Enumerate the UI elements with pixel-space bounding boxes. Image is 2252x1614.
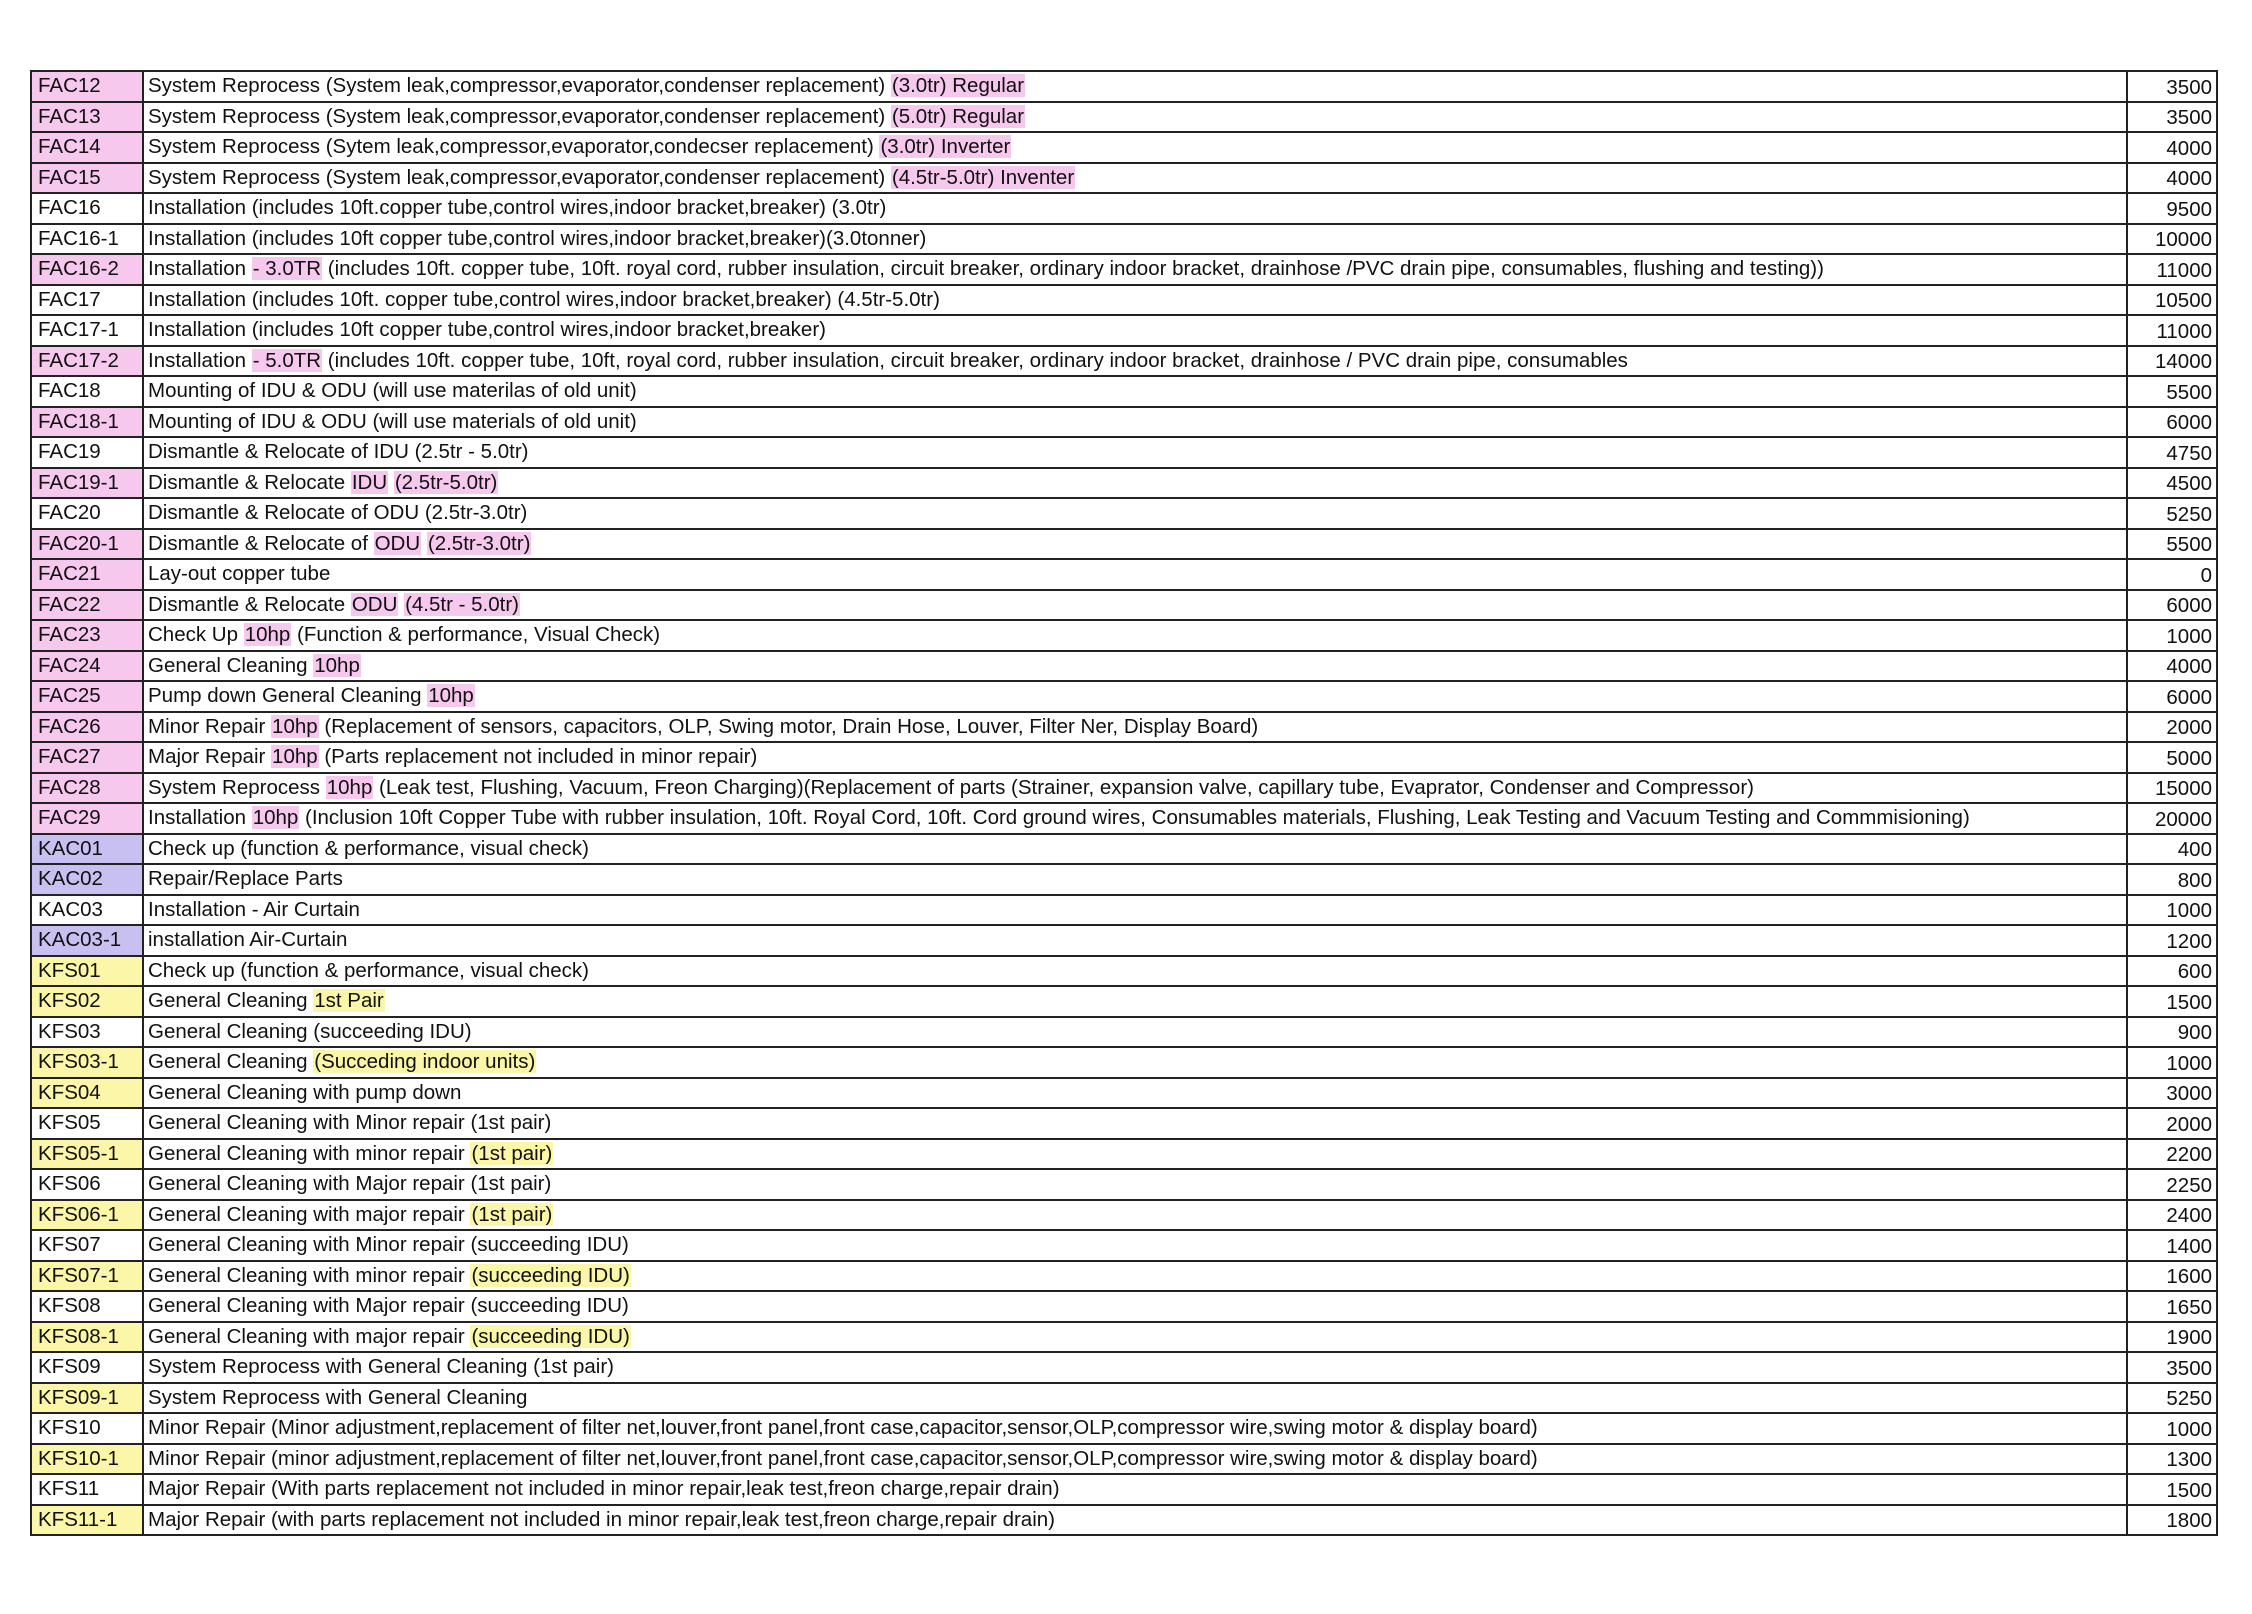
service-description-cell	[143, 1413, 2127, 1444]
table-row	[31, 1261, 2217, 1292]
service-description-cell	[143, 193, 2127, 224]
highlighted-text: - 5.0TR	[252, 348, 322, 372]
price-cell: 2000	[2127, 712, 2217, 743]
description-text: Mounting of IDU & ODU (will use materials of old unit)	[148, 409, 637, 433]
description-text: installation Air-Curtain	[148, 928, 348, 952]
table-row	[31, 498, 2217, 529]
service-description-cell	[143, 773, 2127, 804]
price-cell: 3000	[2127, 1078, 2217, 1109]
service-description-cell	[143, 651, 2127, 682]
service-code-cell: KAC03-1	[31, 925, 143, 956]
price-cell: 4750	[2127, 437, 2217, 468]
description-text: General Cleaning with Major repair (succeeding IDU)	[148, 1294, 629, 1318]
table-row	[31, 1505, 2217, 1536]
description-text: System Reprocess with General Cleaning	[148, 1385, 528, 1409]
description-text: General Cleaning	[148, 1050, 314, 1074]
description-text: General Cleaning with Major repair (1st pair)	[148, 1172, 552, 1196]
price-cell: 5250	[2127, 1383, 2217, 1414]
price-cell: 10500	[2127, 285, 2217, 316]
price-cell: 900	[2127, 1017, 2217, 1048]
price-cell: 11000	[2127, 254, 2217, 285]
price-cell: 1300	[2127, 1444, 2217, 1475]
service-code-cell: KAC03	[31, 895, 143, 926]
table-row	[31, 254, 2217, 285]
service-description-cell	[143, 285, 2127, 316]
description-text: (includes 10ft. copper tube, 10ft. royal cord, rubber insulation, circuit breaker, ordinary indoor bracket, drainhose /PVC drain pipe, consumables, flushing and testing))	[322, 257, 1824, 281]
table-row	[31, 681, 2217, 712]
service-description-cell	[143, 590, 2127, 621]
table-row	[31, 590, 2217, 621]
table-row	[31, 1322, 2217, 1353]
price-cell: 2250	[2127, 1169, 2217, 1200]
highlighted-text: 10hp	[428, 684, 474, 708]
service-description-cell	[143, 742, 2127, 773]
service-code-cell: KFS08	[31, 1291, 143, 1322]
service-code-cell: FAC17-2	[31, 346, 143, 377]
description-text: General Cleaning	[148, 989, 314, 1013]
service-code-cell: FAC29	[31, 803, 143, 834]
price-cell: 6000	[2127, 590, 2217, 621]
service-description-cell	[143, 925, 2127, 956]
price-cell: 1900	[2127, 1322, 2217, 1353]
description-text: Check up (function & performance, visual check)	[148, 836, 589, 860]
highlighted-text: (4.5tr-5.0tr) Inventer	[891, 165, 1075, 189]
table-row	[31, 315, 2217, 346]
table-row	[31, 163, 2217, 194]
price-cell: 4000	[2127, 163, 2217, 194]
highlighted-text: (2.5tr-3.0tr)	[427, 531, 531, 555]
description-text	[388, 471, 394, 494]
service-code-cell: FAC23	[31, 620, 143, 651]
highlighted-text: ODU	[351, 592, 398, 616]
service-description-cell	[143, 1444, 2127, 1475]
highlighted-text: IDU	[351, 470, 388, 494]
price-cell: 15000	[2127, 773, 2217, 804]
description-text: Lay-out copper tube	[148, 562, 331, 586]
service-description-cell	[143, 498, 2127, 529]
service-description-cell	[143, 163, 2127, 194]
description-text: Major Repair (with parts replacement not included in minor repair,leak test,freon charge,repair drain)	[148, 1507, 1055, 1531]
service-description-cell	[143, 712, 2127, 743]
description-text: Installation	[148, 806, 252, 830]
price-cell: 2200	[2127, 1139, 2217, 1170]
service-code-cell: KFS04	[31, 1078, 143, 1109]
description-text: System Reprocess (System leak,compressor,evaporator,condenser replacement)	[148, 104, 891, 128]
description-text: Mounting of IDU & ODU (will use materilas of old unit)	[148, 379, 637, 403]
price-cell: 5500	[2127, 376, 2217, 407]
highlighted-text: (2.5tr-5.0tr)	[394, 470, 498, 494]
table-row	[31, 925, 2217, 956]
description-text: System Reprocess (System leak,compressor,evaporator,condenser replacement)	[148, 74, 891, 98]
price-cell: 4000	[2127, 651, 2217, 682]
service-description-cell	[143, 529, 2127, 560]
service-code-cell: KFS11-1	[31, 1505, 143, 1536]
table-body	[31, 71, 2217, 1535]
table-row	[31, 1474, 2217, 1505]
service-description-cell	[143, 346, 2127, 377]
service-code-cell: FAC19	[31, 437, 143, 468]
service-description-cell	[143, 1169, 2127, 1200]
service-description-cell	[143, 1108, 2127, 1139]
price-cell: 3500	[2127, 71, 2217, 102]
service-code-cell: KAC02	[31, 864, 143, 895]
table-row	[31, 803, 2217, 834]
description-text: General Cleaning with Minor repair (1st pair)	[148, 1111, 552, 1135]
table-row	[31, 1139, 2217, 1170]
service-description-cell	[143, 559, 2127, 590]
service-code-cell: KFS06-1	[31, 1200, 143, 1231]
service-description-cell	[143, 1047, 2127, 1078]
table-row	[31, 224, 2217, 255]
description-text: Dismantle & Relocate of	[148, 531, 374, 555]
price-cell: 1650	[2127, 1291, 2217, 1322]
service-code-cell: KFS05	[31, 1108, 143, 1139]
service-code-cell: FAC28	[31, 773, 143, 804]
description-text: Installation (includes 10ft. copper tube,control wires,indoor bracket,breaker) (4.5tr-5.0tr)	[148, 287, 940, 311]
table-row	[31, 193, 2217, 224]
price-cell: 1600	[2127, 1261, 2217, 1292]
service-code-cell: KFS07-1	[31, 1261, 143, 1292]
description-text: General Cleaning with major repair	[148, 1324, 471, 1348]
service-code-cell: KAC01	[31, 834, 143, 865]
service-code-cell: FAC13	[31, 102, 143, 133]
service-code-cell: FAC18	[31, 376, 143, 407]
service-code-cell: KFS10	[31, 1413, 143, 1444]
service-code-cell: KFS02	[31, 986, 143, 1017]
description-text: Minor Repair (Minor adjustment,replacement of filter net,louver,front panel,front case,capacitor,sensor,OLP,compressor wire,swing motor & display board)	[148, 1416, 1538, 1440]
table-row	[31, 1047, 2217, 1078]
service-code-cell: FAC19-1	[31, 468, 143, 499]
description-text: General Cleaning with major repair	[148, 1202, 471, 1226]
highlighted-text: (5.0tr) Regular	[891, 104, 1025, 128]
table-row	[31, 1230, 2217, 1261]
price-cell: 3500	[2127, 1352, 2217, 1383]
highlighted-text: 10hp	[314, 653, 360, 677]
description-text: Minor Repair (minor adjustment,replacement of filter net,louver,front panel,front case,capacitor,sensor,OLP,compressor wire,swing motor & display board)	[148, 1446, 1538, 1470]
price-cell: 14000	[2127, 346, 2217, 377]
service-description-cell	[143, 132, 2127, 163]
price-cell: 6000	[2127, 407, 2217, 438]
service-code-cell: KFS10-1	[31, 1444, 143, 1475]
service-code-cell: FAC18-1	[31, 407, 143, 438]
table-row	[31, 102, 2217, 133]
description-text: System Reprocess (System leak,compressor,evaporator,condenser replacement)	[148, 165, 891, 189]
service-description-cell	[143, 1200, 2127, 1231]
price-cell: 1500	[2127, 1474, 2217, 1505]
service-description-cell	[143, 315, 2127, 346]
service-code-cell: FAC24	[31, 651, 143, 682]
service-price-table	[30, 70, 2218, 1536]
highlighted-text: (succeeding IDU)	[471, 1263, 630, 1287]
description-text: Installation	[148, 348, 252, 372]
highlighted-text: 10hp	[252, 806, 299, 830]
highlighted-text: (3.0tr) Inverter	[880, 135, 1011, 159]
price-cell: 1000	[2127, 895, 2217, 926]
service-description-cell	[143, 1017, 2127, 1048]
table-row	[31, 712, 2217, 743]
table-row	[31, 468, 2217, 499]
description-text: Minor Repair	[148, 714, 272, 738]
price-cell: 0	[2127, 559, 2217, 590]
table-row	[31, 620, 2217, 651]
service-description-cell	[143, 102, 2127, 133]
table-row	[31, 956, 2217, 987]
description-text: Major Repair (With parts replacement not included in minor repair,leak test,freon charge,repair drain)	[148, 1477, 1060, 1501]
highlighted-text: (1st pair)	[471, 1202, 553, 1226]
highlighted-text: - 3.0TR	[252, 257, 322, 281]
service-code-cell: FAC17	[31, 285, 143, 316]
price-cell: 600	[2127, 956, 2217, 987]
table-row	[31, 71, 2217, 102]
description-text: (Inclusion 10ft Copper Tube with rubber insulation, 10ft. Royal Cord, 10ft. Cord ground wires, Consumables materials, Flushing, Leak Testing and Vacuum Testing and Commmisioning)	[299, 806, 1970, 830]
highlighted-text: 10hp	[272, 714, 318, 738]
service-description-cell	[143, 1383, 2127, 1414]
highlighted-text: ODU	[374, 531, 421, 555]
description-text: (Function & performance, Visual Check)	[291, 623, 661, 647]
description-text: Dismantle & Relocate	[148, 470, 351, 494]
highlighted-text: (succeeding IDU)	[471, 1324, 630, 1348]
description-text: General Cleaning (succeeding IDU)	[148, 1019, 472, 1043]
table-row	[31, 1352, 2217, 1383]
description-text: General Cleaning with minor repair	[148, 1263, 471, 1287]
service-description-cell	[143, 1352, 2127, 1383]
service-description-cell	[143, 803, 2127, 834]
table-row	[31, 864, 2217, 895]
service-description-cell	[143, 864, 2127, 895]
service-code-cell: KFS06	[31, 1169, 143, 1200]
price-cell: 9500	[2127, 193, 2217, 224]
service-code-cell: FAC20	[31, 498, 143, 529]
service-description-cell	[143, 1261, 2127, 1292]
service-code-cell: FAC16-1	[31, 224, 143, 255]
table-row	[31, 1200, 2217, 1231]
price-cell: 1200	[2127, 925, 2217, 956]
price-cell: 1400	[2127, 1230, 2217, 1261]
description-text: Installation (includes 10ft copper tube,control wires,indoor bracket,breaker)	[148, 318, 826, 342]
service-description-cell	[143, 956, 2127, 987]
price-cell: 5250	[2127, 498, 2217, 529]
table-row	[31, 437, 2217, 468]
service-code-cell: FAC16-2	[31, 254, 143, 285]
price-cell: 2400	[2127, 1200, 2217, 1231]
service-code-cell: FAC25	[31, 681, 143, 712]
description-text: Installation - Air Curtain	[148, 897, 360, 921]
table-row	[31, 407, 2217, 438]
highlighted-text: 10hp	[326, 775, 373, 799]
table-row	[31, 376, 2217, 407]
description-text: General Cleaning with minor repair	[148, 1141, 471, 1165]
description-text: Pump down General Cleaning	[148, 684, 428, 708]
service-code-cell: FAC14	[31, 132, 143, 163]
highlighted-text: (1st pair)	[471, 1141, 553, 1165]
description-text: System Reprocess	[148, 775, 326, 799]
description-text: (includes 10ft. copper tube, 10ft, royal cord, rubber insulation, circuit breaker, ordinary indoor bracket, drainhose / PVC drain pipe, consumables	[322, 348, 1628, 372]
service-code-cell: KFS09	[31, 1352, 143, 1383]
description-text: (Leak test, Flushing, Vacuum, Freon Charging)(Replacement of parts (Strainer, expansion valve, capillary tube, Evaprator, Condenser and Compressor)	[373, 775, 1754, 799]
price-cell: 1800	[2127, 1505, 2217, 1536]
table-row	[31, 1108, 2217, 1139]
description-text: (Parts replacement not included in minor repair)	[318, 745, 758, 769]
table-row	[31, 285, 2217, 316]
table-row	[31, 1017, 2217, 1048]
service-description-cell	[143, 468, 2127, 499]
service-description-cell	[143, 834, 2127, 865]
service-code-cell: FAC12	[31, 71, 143, 102]
table-row	[31, 895, 2217, 926]
price-cell: 4500	[2127, 468, 2217, 499]
service-code-cell: FAC21	[31, 559, 143, 590]
price-cell: 3500	[2127, 102, 2217, 133]
description-text: Dismantle & Relocate of IDU (2.5tr - 5.0tr)	[148, 440, 529, 464]
service-description-cell	[143, 1474, 2127, 1505]
service-description-cell	[143, 895, 2127, 926]
description-text: Installation (includes 10ft copper tube,control wires,indoor bracket,breaker)(3.0tonner)	[148, 226, 927, 250]
service-code-cell: FAC15	[31, 163, 143, 194]
price-cell: 5000	[2127, 742, 2217, 773]
table-row	[31, 834, 2217, 865]
description-text: Check up (function & performance, visual check)	[148, 958, 589, 982]
price-cell: 2000	[2127, 1108, 2217, 1139]
price-cell: 1000	[2127, 620, 2217, 651]
table-row	[31, 1383, 2217, 1414]
table-row	[31, 742, 2217, 773]
service-code-cell: FAC20-1	[31, 529, 143, 560]
service-description-cell	[143, 254, 2127, 285]
description-text: Dismantle & Relocate of ODU (2.5tr-3.0tr)	[148, 501, 528, 525]
description-text: Dismantle & Relocate	[148, 592, 351, 616]
table-row	[31, 651, 2217, 682]
service-description-cell	[143, 407, 2127, 438]
price-cell: 400	[2127, 834, 2217, 865]
highlighted-text: (Succeding indoor units)	[314, 1050, 536, 1074]
service-description-cell	[143, 1230, 2127, 1261]
service-description-cell	[143, 1505, 2127, 1536]
description-text: General Cleaning with pump down	[148, 1080, 462, 1104]
table-row	[31, 773, 2217, 804]
price-list-sheet	[30, 70, 2218, 1536]
table-row	[31, 132, 2217, 163]
description-text: Check Up	[148, 623, 244, 647]
service-description-cell	[143, 71, 2127, 102]
service-description-cell	[143, 986, 2127, 1017]
service-description-cell	[143, 224, 2127, 255]
table-row	[31, 986, 2217, 1017]
service-description-cell	[143, 1322, 2127, 1353]
service-code-cell: FAC27	[31, 742, 143, 773]
price-cell: 4000	[2127, 132, 2217, 163]
description-text: System Reprocess with General Cleaning (1st pair)	[148, 1355, 614, 1379]
service-code-cell: KFS08-1	[31, 1322, 143, 1353]
table-row	[31, 559, 2217, 590]
price-cell: 11000	[2127, 315, 2217, 346]
description-text: (Replacement of sensors, capacitors, OLP, Swing motor, Drain Hose, Louver, Filter Ner, Display Board)	[318, 714, 1259, 738]
price-cell: 20000	[2127, 803, 2217, 834]
highlighted-text: (3.0tr) Regular	[891, 74, 1025, 98]
service-code-cell: FAC22	[31, 590, 143, 621]
service-description-cell	[143, 1291, 2127, 1322]
highlighted-text: 1st Pair	[314, 989, 384, 1013]
description-text: Repair/Replace Parts	[148, 867, 343, 891]
service-code-cell: KFS05-1	[31, 1139, 143, 1170]
service-description-cell	[143, 681, 2127, 712]
service-code-cell: FAC16	[31, 193, 143, 224]
table-row	[31, 1291, 2217, 1322]
price-cell: 5500	[2127, 529, 2217, 560]
service-code-cell: KFS03	[31, 1017, 143, 1048]
description-text: Installation	[148, 257, 252, 281]
description-text: System Reprocess (Sytem leak,compressor,evaporator,condecser replacement)	[148, 135, 880, 159]
table-row	[31, 1444, 2217, 1475]
table-row	[31, 1078, 2217, 1109]
price-cell: 6000	[2127, 681, 2217, 712]
description-text: Installation (includes 10ft.copper tube,control wires,indoor bracket,breaker) (3.0tr)	[148, 196, 887, 220]
service-code-cell: FAC26	[31, 712, 143, 743]
table-row	[31, 1413, 2217, 1444]
price-cell: 1000	[2127, 1413, 2217, 1444]
service-code-cell: KFS03-1	[31, 1047, 143, 1078]
description-text: General Cleaning	[148, 653, 314, 677]
service-code-cell: FAC17-1	[31, 315, 143, 346]
service-description-cell	[143, 620, 2127, 651]
service-code-cell: KFS01	[31, 956, 143, 987]
table-row	[31, 1169, 2217, 1200]
service-code-cell: KFS07	[31, 1230, 143, 1261]
service-description-cell	[143, 1139, 2127, 1170]
highlighted-text: 10hp	[272, 745, 318, 769]
description-text: General Cleaning with Minor repair (succeeding IDU)	[148, 1233, 629, 1257]
table-row	[31, 529, 2217, 560]
service-code-cell: KFS09-1	[31, 1383, 143, 1414]
table-row	[31, 346, 2217, 377]
price-cell: 1500	[2127, 986, 2217, 1017]
highlighted-text: 10hp	[244, 623, 291, 647]
price-cell: 10000	[2127, 224, 2217, 255]
description-text: Major Repair	[148, 745, 272, 769]
service-description-cell	[143, 1078, 2127, 1109]
price-cell: 1000	[2127, 1047, 2217, 1078]
service-code-cell: KFS11	[31, 1474, 143, 1505]
price-cell: 800	[2127, 864, 2217, 895]
service-description-cell	[143, 376, 2127, 407]
service-description-cell	[143, 437, 2127, 468]
highlighted-text: (4.5tr - 5.0tr)	[405, 592, 519, 616]
